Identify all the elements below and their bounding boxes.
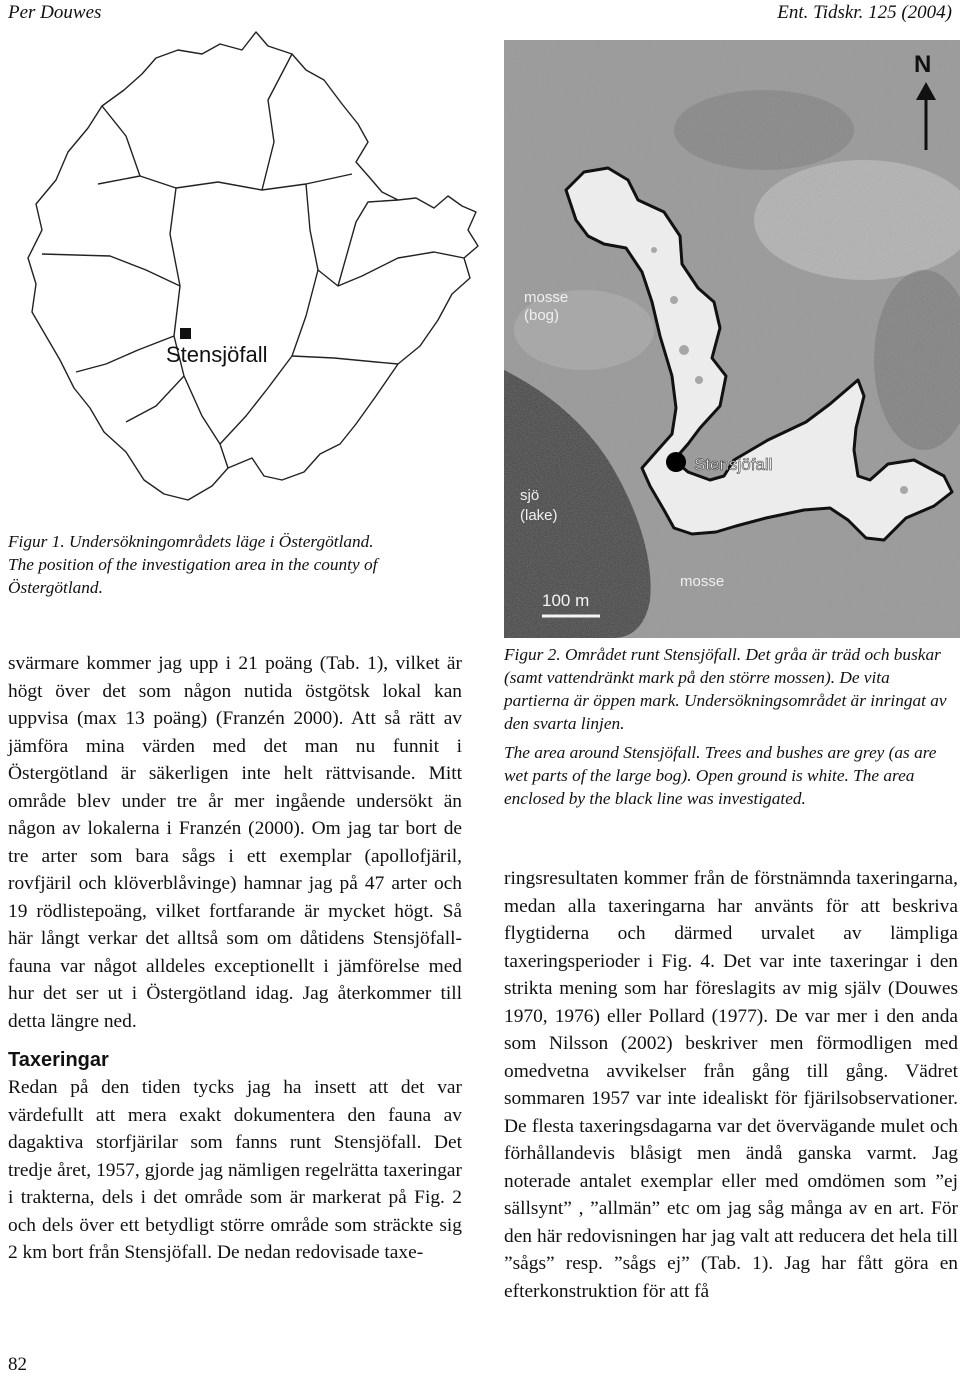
north-label: N xyxy=(914,51,932,78)
site-marker xyxy=(180,328,191,339)
municipal-boundary xyxy=(98,174,352,190)
page-number: 82 xyxy=(8,1354,27,1375)
label-mosse-top: mosse xyxy=(524,289,569,306)
figure-1-caption-sv: Figur 1. Undersökningområdets läge i Östergötland. xyxy=(8,532,374,551)
site-marker-dot xyxy=(666,452,686,472)
tree-speckle xyxy=(670,296,678,304)
label-bog-top: (bog) xyxy=(524,307,560,324)
figure-2-caption-en: The area around Stensjöfall. Trees and bushes are grey (as are wet parts of the large bog). Open ground is white. The area enclosed by the black line was investigated. xyxy=(504,743,937,808)
figure-2-caption xyxy=(504,643,958,810)
running-head-journal: Ent. Tidskr. 125 (2004) xyxy=(777,2,952,23)
tree-speckle xyxy=(651,247,657,253)
municipal-boundary xyxy=(292,356,398,364)
figure-1-caption xyxy=(8,530,470,599)
photo-texture xyxy=(504,40,960,638)
county-map-figure xyxy=(6,24,482,524)
municipal-boundary xyxy=(76,336,174,372)
municipal-boundary xyxy=(102,106,140,176)
municipal-boundary xyxy=(170,188,228,468)
figure-2-caption-sv: Figur 2. Området runt Stensjöfall. Det gråa är träd och buskar (samt vattendränkt mark på den större mossen). De vita partierna är öppen mark. Undersökningsområdet är inringat av den svarta linjen. xyxy=(504,645,947,733)
running-head-author: Per Douwes xyxy=(8,2,102,23)
municipal-boundary xyxy=(262,54,292,190)
left-column xyxy=(8,650,462,1267)
county-outline xyxy=(28,32,478,500)
map-site-label: Stensjöfall xyxy=(166,342,268,367)
label-mosse-bottom: mosse xyxy=(680,573,725,590)
section-heading: Taxeringar xyxy=(8,1049,109,1071)
label-lake-en: (lake) xyxy=(520,507,558,524)
right-column xyxy=(504,865,958,1305)
label-site: Stensjöfall xyxy=(694,455,773,474)
figure-1-caption-en: The position of the investigation area in the county of Östergötland. xyxy=(8,555,378,597)
tree-speckle xyxy=(695,376,703,384)
label-scale: 100 m xyxy=(542,591,590,610)
tree-speckle xyxy=(900,486,908,494)
aerial-photo-figure xyxy=(504,40,960,638)
municipal-boundary xyxy=(42,254,180,286)
municipal-boundary xyxy=(126,376,184,422)
body-paragraph: Redan på den tiden tycks jag ha insett att det var värdefullt att mera exakt dokumentera den fauna av dagaktiva storfjärilar som fanns runt Stensjöfall. Det tredje året, 1957, gjorde jag nämligen regelrätta taxeringar i trakterna, dels i det område som är markerat på Fig. 2 och dels över ett betydligt större område som sträckte sig 2 km bort från Stensjöfall. De nedan redovisade taxe- xyxy=(8,1077,462,1263)
body-paragraph: svärmare kommer jag upp i 21 poäng (Tab. 1), vilket är högt över det som någon nutida östgötsk lokal kan uppvisa (max 13 poäng) (Franzén 2000). Att så rätt av jämföra mina värden med det man nu funnit i Östergötland är säkerligen inte helt rättvisande. Mitt område blev under tre år mer ingående undersökt än någon av lokalerna i Franzén (2000). Om jag tar bort de tre arter som bara sågs i ett exemplar (apollofjäril, rovfjäril och klöverblåvinge) hamnar jag på 47 arter och 19 rödlistepoäng, vilket fortfarande är mycket högt. Så här långt verkar det alltså som om dåtidens Stensjöfall-fauna var något alldeles exceptionellt i jämförelse med hur det ser ut i Östergötland idag. Jag återkommer till detta längre ned. xyxy=(8,653,462,1032)
municipal-boundary xyxy=(306,184,464,286)
body-paragraph: ringsresultaten kommer från de förstnämnda taxeringarna, medan alla taxeringarna har använts för att beskriva flygtiderna och därmed urvalet av lämpliga taxeringsperioder i Fig. 4. Det var inte taxeringar i den strikta mening som har föreslagits av mig själv (Douwes 1970, 1976) eller Pollard (1977). De var mer i den anda som Nilsson (2002) beskriver men förmodligen med omedvetna avvikelser från gång till gång. Vädret sommaren 1957 var inte idealiskt för fjärilsobservationer. De flesta taxeringsdagarna var det övervägande mulet och förhållandevis blåsigt men ändå ganska varmt. Jag noterade antalet exemplar eller med omdömen som ”ej sällsynt” , ”allmän” etc om jag såg många av en art. För den här redovisningen har jag valt att reducera det hela till ”sågs” resp. ”sågs ej” (Tab. 1). Jag har fått göra en efterkonstruktion för att få xyxy=(504,868,958,1302)
label-lake-sv: sjö xyxy=(520,487,540,504)
tree-speckle xyxy=(679,345,689,355)
